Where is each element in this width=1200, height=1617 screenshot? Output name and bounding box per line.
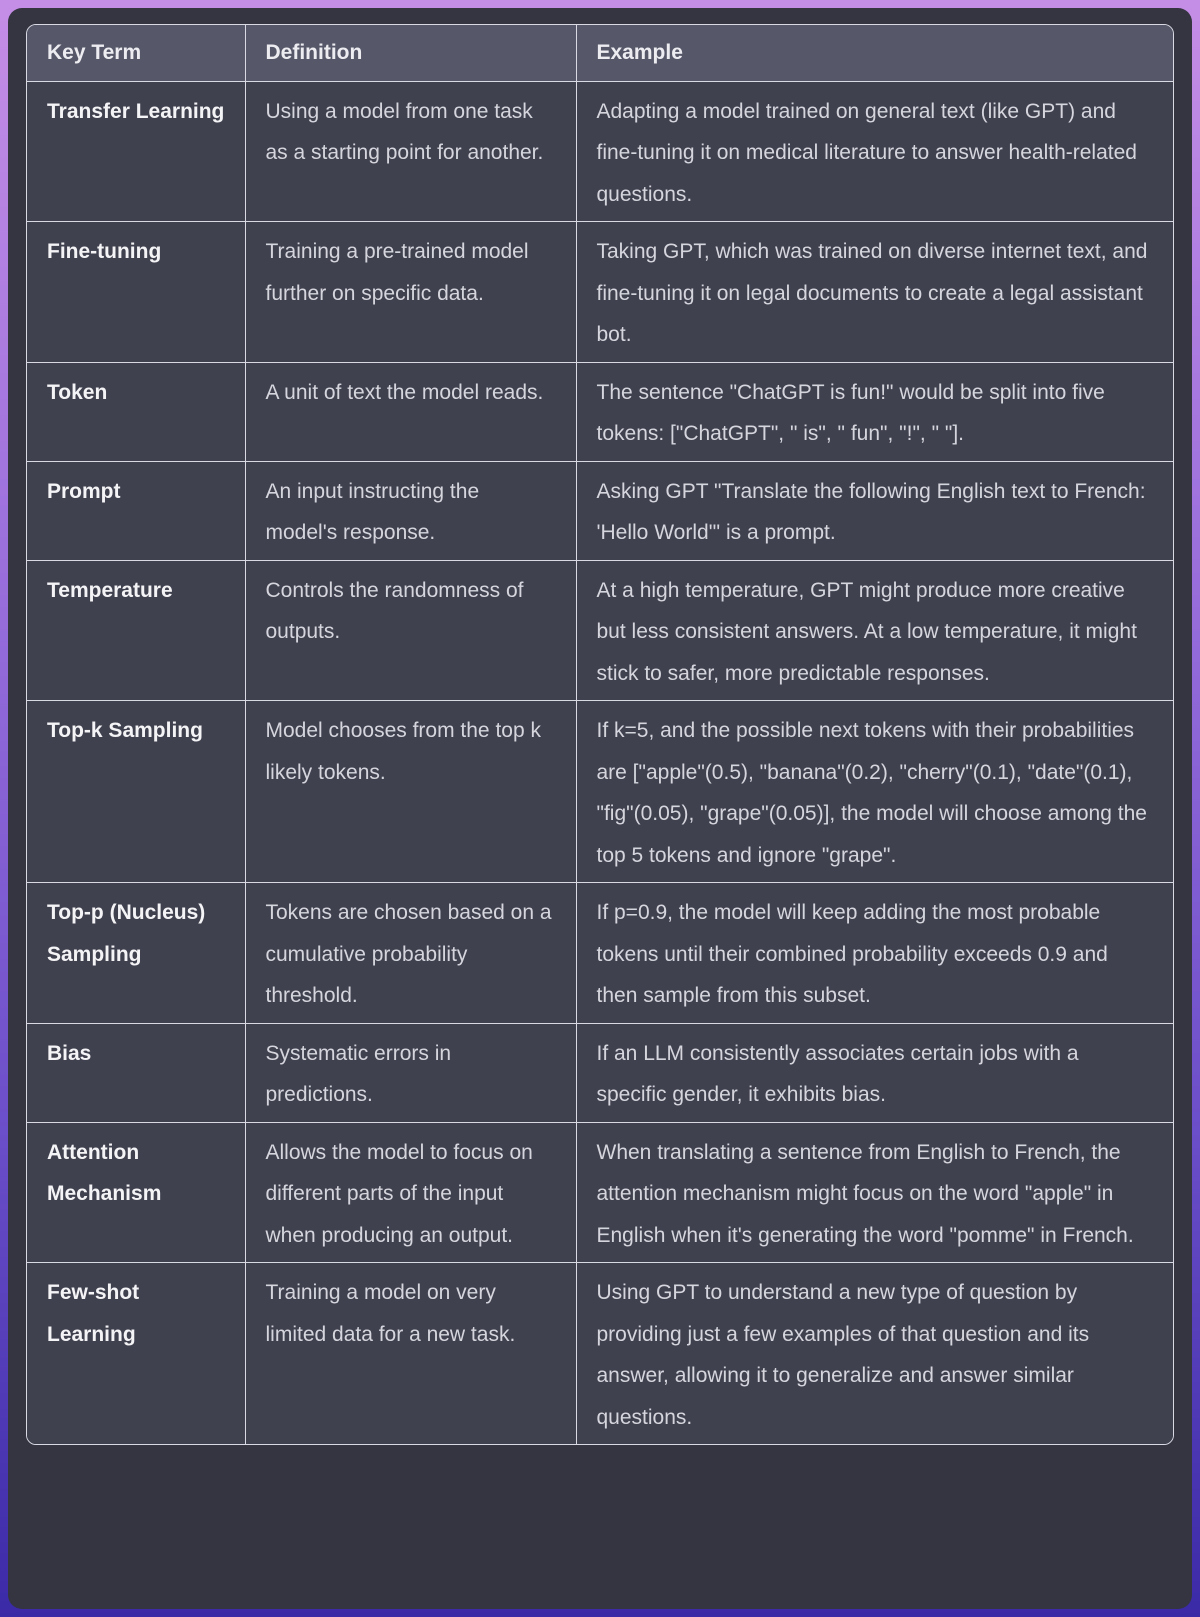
term-cell: Bias bbox=[27, 1023, 245, 1122]
key-terms-table bbox=[27, 25, 1173, 1444]
example-cell: At a high temperature, GPT might produce more creative but less consistent answers. At a low temperature, it might stick to safer, more predictable responses. bbox=[576, 560, 1173, 701]
table-row bbox=[27, 701, 1173, 883]
term-cell: Prompt bbox=[27, 461, 245, 560]
term-cell: Few-shot Learning bbox=[27, 1263, 245, 1445]
table-row bbox=[27, 883, 1173, 1024]
definition-cell: Model chooses from the top k likely tokens. bbox=[245, 701, 576, 883]
header-example: Example bbox=[576, 25, 1173, 81]
key-terms-table-container bbox=[26, 24, 1174, 1445]
table-row bbox=[27, 1122, 1173, 1263]
table-row bbox=[27, 560, 1173, 701]
term-cell: Fine-tuning bbox=[27, 222, 245, 363]
table-row bbox=[27, 222, 1173, 363]
table-panel bbox=[8, 8, 1192, 1609]
definition-cell: Using a model from one task as a starting point for another. bbox=[245, 81, 576, 222]
example-cell: Adapting a model trained on general text (like GPT) and fine-tuning it on medical literature to answer health-related questions. bbox=[576, 81, 1173, 222]
example-cell: Using GPT to understand a new type of question by providing just a few examples of that question and its answer, allowing it to generalize and answer similar questions. bbox=[576, 1263, 1173, 1445]
term-cell: Attention Mechanism bbox=[27, 1122, 245, 1263]
term-cell: Top-k Sampling bbox=[27, 701, 245, 883]
table-row bbox=[27, 81, 1173, 222]
table-row bbox=[27, 362, 1173, 461]
example-cell: Taking GPT, which was trained on diverse internet text, and fine-tuning it on legal documents to create a legal assistant bot. bbox=[576, 222, 1173, 363]
header-definition: Definition bbox=[245, 25, 576, 81]
example-cell: When translating a sentence from English to French, the attention mechanism might focus on the word "apple" in English when it's generating the word "pomme" in French. bbox=[576, 1122, 1173, 1263]
table-row bbox=[27, 461, 1173, 560]
example-cell: If an LLM consistently associates certain jobs with a specific gender, it exhibits bias. bbox=[576, 1023, 1173, 1122]
definition-cell: An input instructing the model's response. bbox=[245, 461, 576, 560]
definition-cell: Training a pre-trained model further on specific data. bbox=[245, 222, 576, 363]
definition-cell: Training a model on very limited data for a new task. bbox=[245, 1263, 576, 1445]
definition-cell: A unit of text the model reads. bbox=[245, 362, 576, 461]
term-cell: Temperature bbox=[27, 560, 245, 701]
term-cell: Transfer Learning bbox=[27, 81, 245, 222]
definition-cell: Systematic errors in predictions. bbox=[245, 1023, 576, 1122]
definition-cell: Allows the model to focus on different parts of the input when producing an output. bbox=[245, 1122, 576, 1263]
example-cell: If p=0.9, the model will keep adding the most probable tokens until their combined probability exceeds 0.9 and then sample from this subset. bbox=[576, 883, 1173, 1024]
table-row bbox=[27, 1263, 1173, 1445]
definition-cell: Tokens are chosen based on a cumulative probability threshold. bbox=[245, 883, 576, 1024]
table-row bbox=[27, 1023, 1173, 1122]
header-key-term: Key Term bbox=[27, 25, 245, 81]
example-cell: The sentence "ChatGPT is fun!" would be split into five tokens: ["ChatGPT", " is", " fun", "!", " "]. bbox=[576, 362, 1173, 461]
example-cell: Asking GPT "Translate the following English text to French: 'Hello World'" is a prompt. bbox=[576, 461, 1173, 560]
definition-cell: Controls the randomness of outputs. bbox=[245, 560, 576, 701]
term-cell: Top-p (Nucleus) Sampling bbox=[27, 883, 245, 1024]
example-cell: If k=5, and the possible next tokens with their probabilities are ["apple"(0.5), "banana"(0.2), "cherry"(0.1), "date"(0.1), "fig"(0.05), "grape"(0.05)], the model will choose among the top 5 tokens and ignore "grape". bbox=[576, 701, 1173, 883]
table-header-row bbox=[27, 25, 1173, 81]
term-cell: Token bbox=[27, 362, 245, 461]
